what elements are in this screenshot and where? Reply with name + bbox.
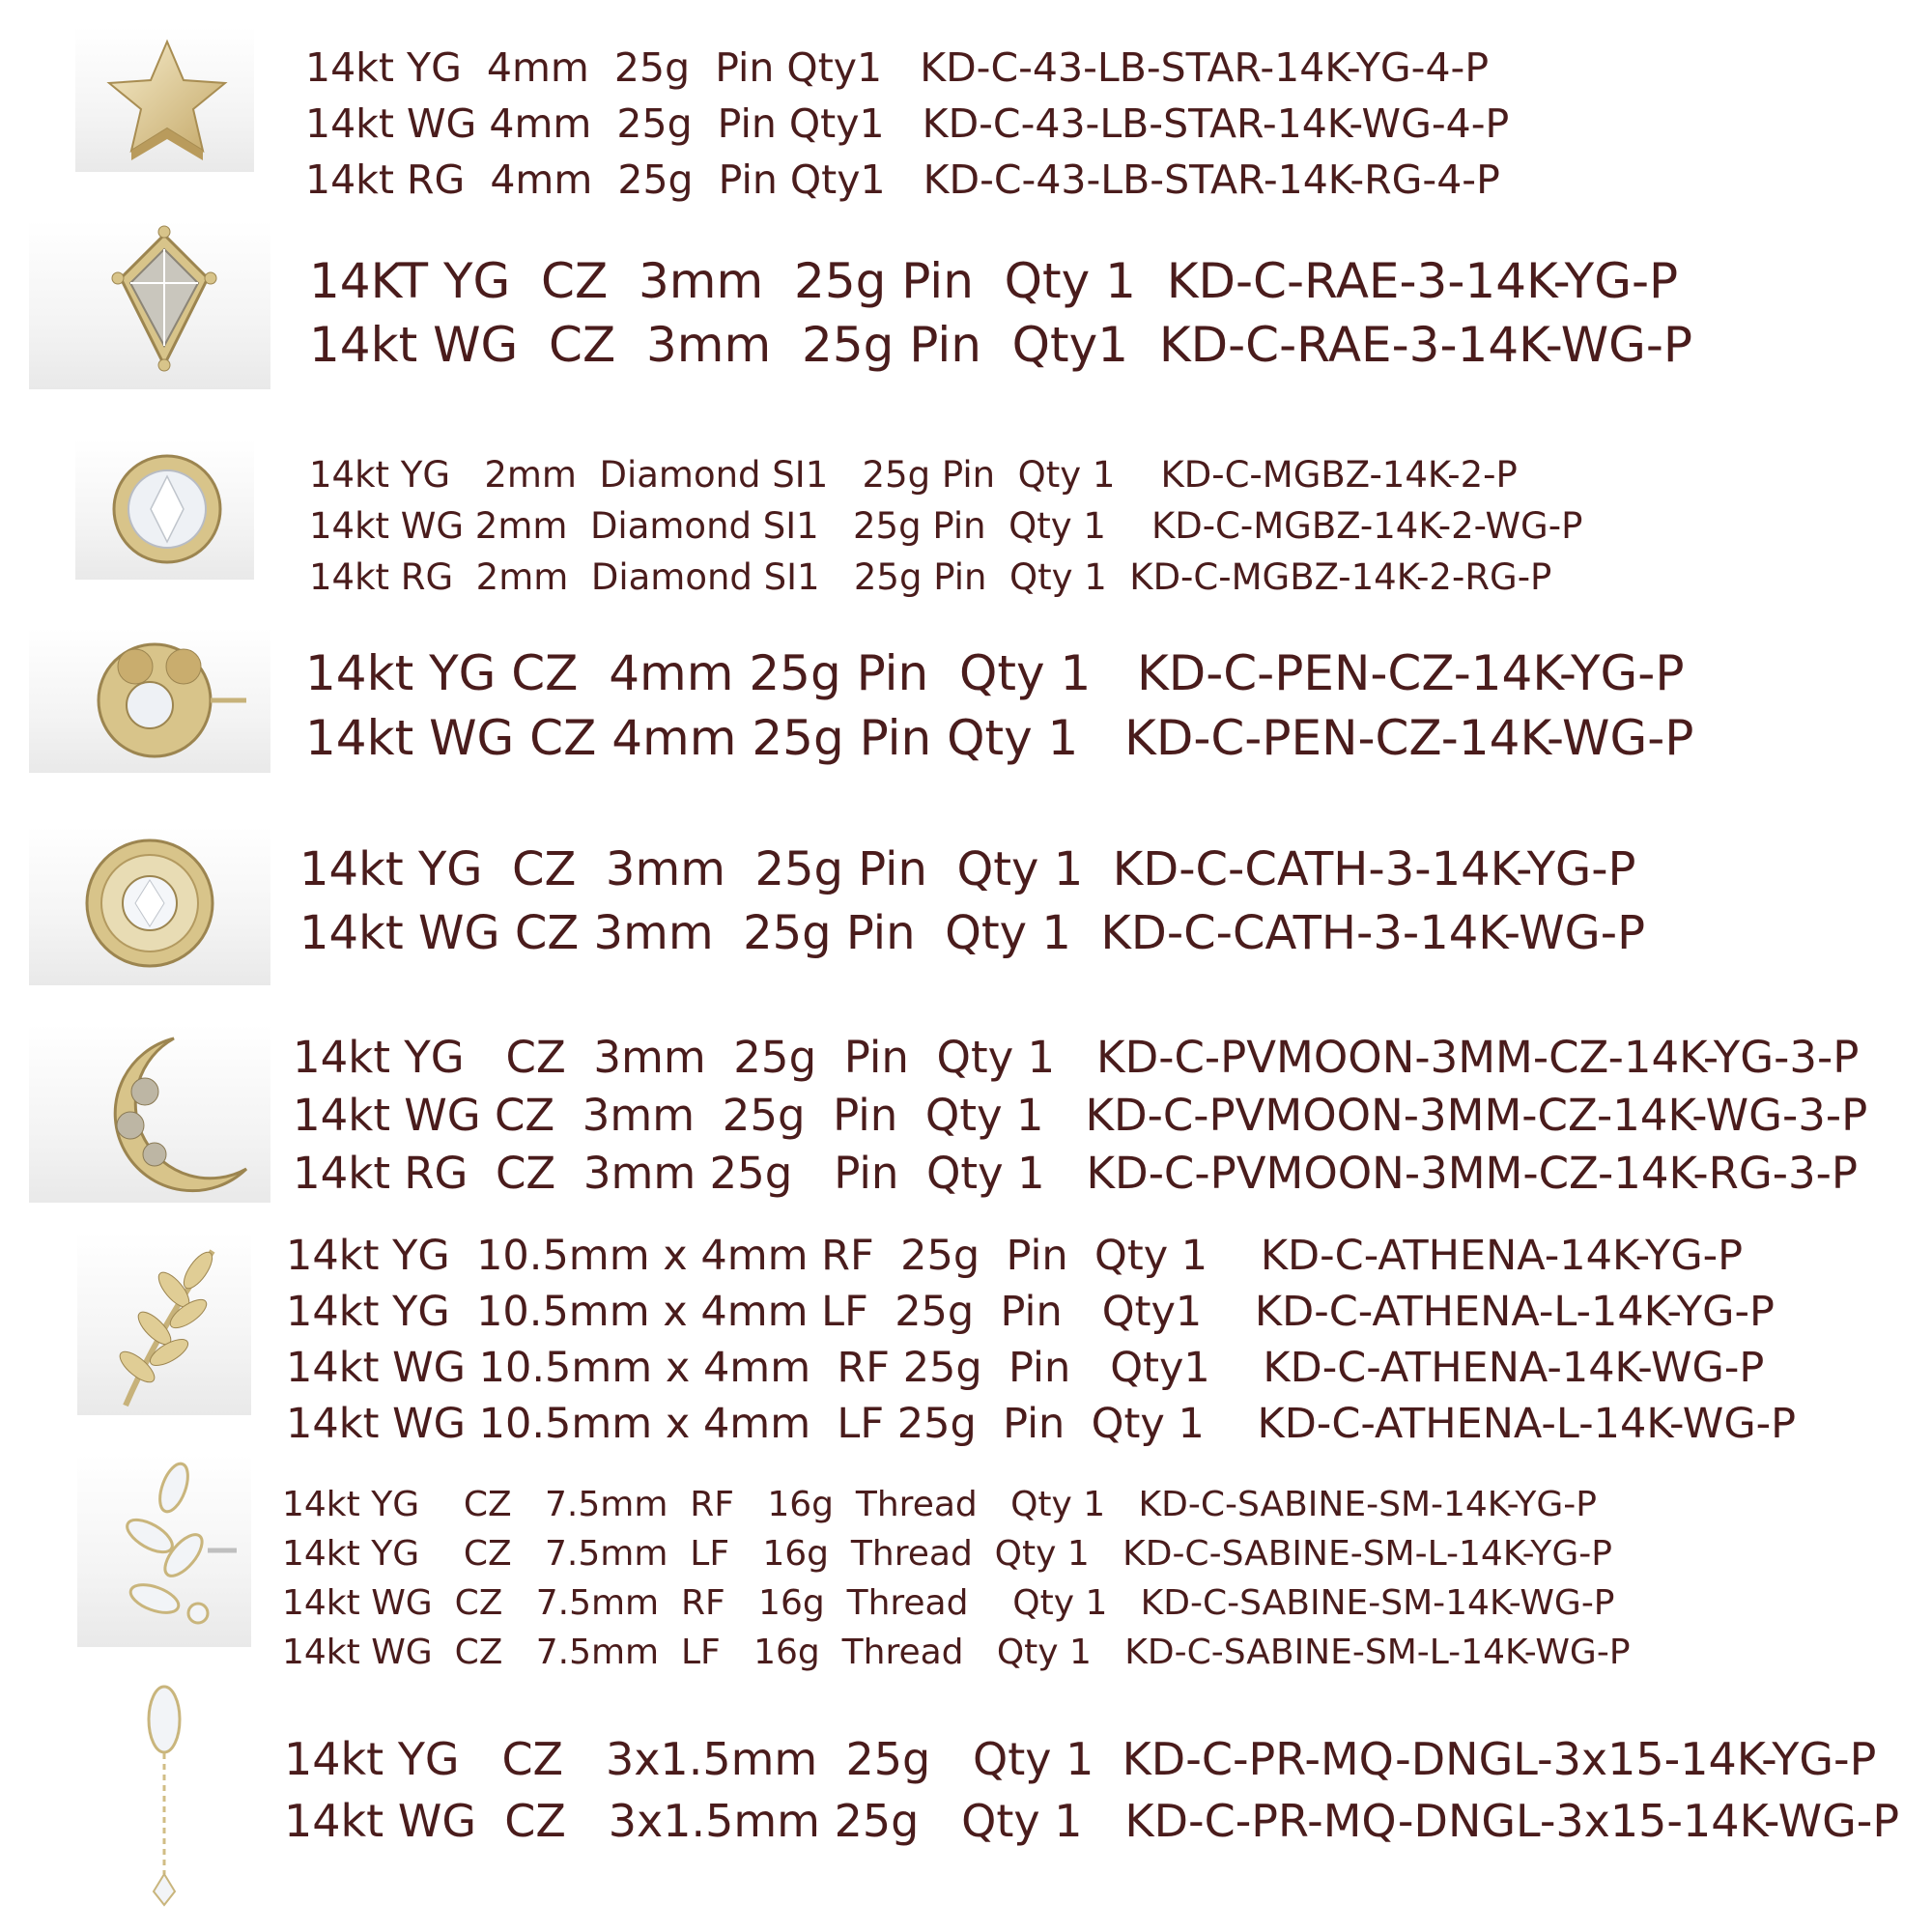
leaf-branch-stud-icon	[77, 1232, 251, 1415]
spec-line: 14kt WG CZ 3mm 25g Pin Qty 1 KD-C-PVMOON-3MM-CZ-14K-WG-3-P	[293, 1090, 1868, 1141]
moon-cz-stud-icon	[29, 1024, 270, 1203]
star-stud-icon	[75, 27, 254, 172]
spec-line: 14kt YG CZ 7.5mm RF 16g Thread Qty 1 KD-C-SABINE-SM-14K-YG-P	[282, 1485, 1597, 1524]
spec-line: 14kt YG CZ 3mm 25g Pin Qty 1 KD-C-PVMOON-3MM-CZ-14K-YG-3-P	[293, 1032, 1860, 1083]
spec-line: 14kt WG CZ 3mm 25g Pin Qty1 KD-C-RAE-3-14K-WG-P	[309, 317, 1693, 373]
spec-line: 14kt WG 2mm Diamond SI1 25g Pin Qty 1 KD-C-MGBZ-14K-2-WG-P	[309, 505, 1583, 547]
spec-line: 14kt WG CZ 3mm 25g Pin Qty 1 KD-C-CATH-3-14K-WG-P	[299, 906, 1646, 960]
spec-line: 14kt WG CZ 4mm 25g Pin Qty 1 KD-C-PEN-CZ-14K-WG-P	[305, 710, 1694, 766]
spec-line: 14kt RG CZ 3mm 25g Pin Qty 1 KD-C-PVMOON-3MM-CZ-14K-RG-3-P	[293, 1148, 1858, 1199]
spec-line: 14kt WG CZ 3x1.5mm 25g Qty 1 KD-C-PR-MQ-DNGL-3x15-14K-WG-P	[284, 1795, 1900, 1847]
spec-line: 14kt WG 10.5mm x 4mm RF 25g Pin Qty1 KD-C-ATHENA-14K-WG-P	[286, 1344, 1765, 1392]
princess-cz-stud-icon	[29, 220, 270, 389]
spec-line: 14kt RG 2mm Diamond SI1 25g Pin Qty 1 KD-C-MGBZ-14K-2-RG-P	[309, 556, 1552, 598]
spec-line: 14KT YG CZ 3mm 25g Pin Qty 1 KD-C-RAE-3-14K-YG-P	[309, 253, 1679, 309]
marquise-dangle-icon	[111, 1681, 217, 1908]
filigree-cz-stud-icon	[29, 628, 270, 773]
spec-line: 14kt YG 10.5mm x 4mm LF 25g Pin Qty1 KD-C-ATHENA-L-14K-YG-P	[286, 1288, 1775, 1336]
bezel-diamond-stud-icon	[75, 440, 254, 580]
halo-cz-stud-icon	[29, 826, 270, 985]
spec-line: 14kt WG CZ 7.5mm LF 16g Thread Qty 1 KD-C-SABINE-SM-L-14K-WG-P	[282, 1633, 1631, 1672]
spec-line: 14kt WG CZ 7.5mm RF 16g Thread Qty 1 KD-C-SABINE-SM-14K-WG-P	[282, 1583, 1615, 1623]
spec-line: 14kt YG CZ 3mm 25g Pin Qty 1 KD-C-CATH-3-14K-YG-P	[299, 842, 1636, 896]
spec-line: 14kt YG 2mm Diamond SI1 25g Pin Qty 1 KD-C-MGBZ-14K-2-P	[309, 454, 1518, 496]
spec-line: 14kt RG 4mm 25g Pin Qty1 KD-C-43-LB-STAR-14K-RG-4-P	[305, 156, 1500, 203]
spec-line: 14kt WG 4mm 25g Pin Qty1 KD-C-43-LB-STAR-14K-WG-4-P	[305, 100, 1510, 147]
spec-line: 14kt YG CZ 7.5mm LF 16g Thread Qty 1 KD-C-SABINE-SM-L-14K-YG-P	[282, 1534, 1612, 1574]
spec-line: 14kt YG CZ 3x1.5mm 25g Qty 1 KD-C-PR-MQ-DNGL-3x15-14K-YG-P	[284, 1733, 1877, 1785]
spec-line: 14kt YG CZ 4mm 25g Pin Qty 1 KD-C-PEN-CZ-14K-YG-P	[305, 645, 1685, 701]
spec-line: 14kt YG 4mm 25g Pin Qty1 KD-C-43-LB-STAR-14K-YG-4-P	[305, 44, 1490, 91]
marquise-cluster-stud-icon	[77, 1454, 251, 1647]
spec-line: 14kt YG 10.5mm x 4mm RF 25g Pin Qty 1 KD-C-ATHENA-14K-YG-P	[286, 1232, 1744, 1280]
spec-line: 14kt WG 10.5mm x 4mm LF 25g Pin Qty 1 KD-C-ATHENA-L-14K-WG-P	[286, 1400, 1797, 1448]
